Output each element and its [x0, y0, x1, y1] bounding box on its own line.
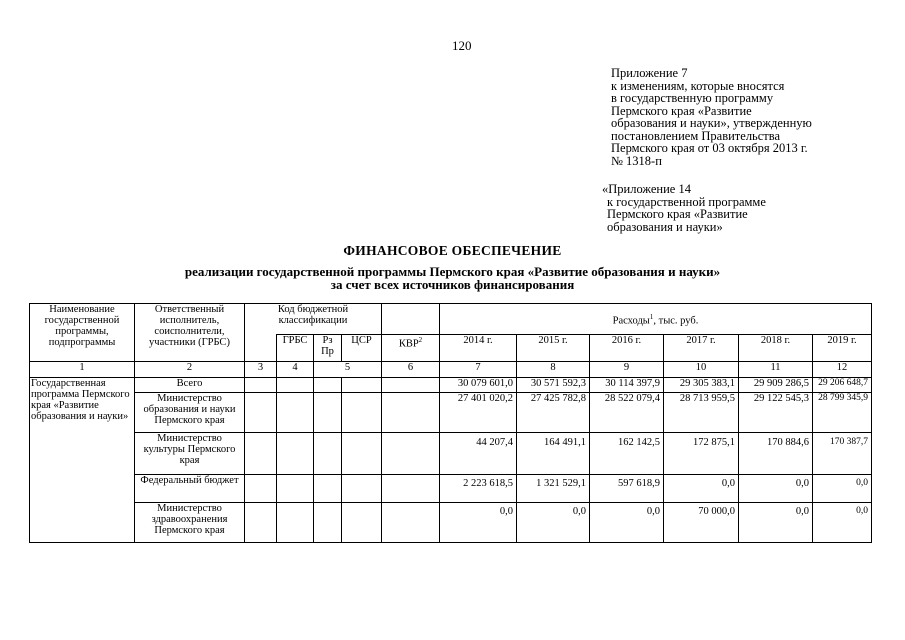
value-cell: 0,0 — [813, 475, 872, 503]
empty-cell — [342, 378, 382, 393]
expenses-unit: , тыс. руб. — [653, 315, 699, 327]
value-cell: 162 142,5 — [590, 433, 664, 475]
header-rzpr: Рз Пр — [314, 335, 342, 362]
col-number: 10 — [664, 362, 739, 378]
value-cell: 2 223 618,5 — [440, 475, 517, 503]
table-row — [30, 378, 872, 393]
header-year: 2014 г. — [440, 335, 517, 362]
empty-cell — [277, 433, 314, 475]
header-resp: Ответственный исполнитель, соисполнители, участники (ГРБС) — [135, 304, 245, 362]
header-expenses — [440, 304, 872, 335]
empty-cell — [277, 503, 314, 543]
value-cell: 0,0 — [590, 503, 664, 543]
empty-cell — [245, 393, 277, 433]
appendix-line: Пермского края от 03 октября 2013 г. — [611, 141, 808, 155]
appendix-line: образования и науки» — [607, 219, 723, 234]
header-year: 2017 г. — [664, 335, 739, 362]
value-cell: 30 079 601,0 — [440, 378, 517, 393]
value-cell: 597 618,9 — [590, 475, 664, 503]
empty-cell — [342, 475, 382, 503]
appendix-line: образования и науки», утвержденную — [611, 116, 812, 130]
empty-cell — [342, 503, 382, 543]
col-number: 6 — [382, 362, 440, 378]
table-row — [30, 475, 872, 503]
appendix-line: № 1318-п — [611, 153, 662, 168]
column-numbers-row — [30, 362, 872, 378]
resp-cell: Министерство культуры Пермского края — [135, 433, 245, 475]
value-cell: 170 884,6 — [739, 433, 813, 475]
value-cell: 44 207,4 — [440, 433, 517, 475]
appendix-line: Пермского края «Развитие — [607, 207, 748, 221]
expenses-label: Расходы — [612, 315, 650, 327]
value-cell: 0,0 — [813, 503, 872, 543]
empty-cell — [245, 475, 277, 503]
empty-cell — [342, 433, 382, 475]
value-cell: 29 206 648,7 — [813, 378, 872, 393]
appendix-line: постановлением Правительства — [611, 128, 781, 143]
value-cell: 70 000,0 — [664, 503, 739, 543]
empty-cell — [314, 475, 342, 503]
page-number: 120 — [452, 38, 472, 53]
empty-cell — [382, 393, 440, 433]
col-number: 4 — [277, 362, 314, 378]
header-csr: ЦСР — [342, 335, 382, 362]
empty-cell — [314, 393, 342, 433]
empty-cell — [245, 433, 277, 475]
header-code: Код бюджетной классификации — [245, 304, 382, 335]
header-row-1 — [30, 304, 872, 335]
value-cell: 0,0 — [440, 503, 517, 543]
col-number: 11 — [739, 362, 813, 378]
value-cell: 0,0 — [739, 503, 813, 543]
appendix-line: к изменениям, которые вносятся — [611, 78, 785, 93]
value-cell: 28 522 079,4 — [590, 393, 664, 433]
value-cell: 28 713 959,5 — [664, 393, 739, 433]
appendix-line: Пермского края «Развитие — [611, 103, 752, 118]
empty-cell — [382, 475, 440, 503]
empty-cell — [245, 503, 277, 543]
empty-cell — [277, 475, 314, 503]
header-grbs: ГРБС — [277, 335, 314, 362]
appendix-7-header — [611, 67, 812, 167]
header-year: 2016 г. — [590, 335, 664, 362]
empty-cell — [277, 393, 314, 433]
expenses-footnote: 1 — [649, 312, 654, 321]
table-row — [30, 503, 872, 543]
value-cell: 172 875,1 — [664, 433, 739, 475]
col-number: 7 — [440, 362, 517, 378]
value-cell: 164 491,1 — [517, 433, 590, 475]
document-title: ФИНАНСОВОЕ ОБЕСПЕЧЕНИЕ — [343, 243, 562, 258]
header-kvr — [382, 335, 440, 362]
empty-cell — [277, 378, 314, 393]
resp-cell: Министерство образования и науки Пермского края — [135, 393, 245, 433]
financing-table — [29, 303, 872, 543]
empty-cell — [314, 503, 342, 543]
header-spacer — [382, 304, 440, 335]
kvr-label: КВР — [398, 338, 419, 350]
value-cell: 27 425 782,8 — [517, 393, 590, 433]
value-cell: 30 571 592,3 — [517, 378, 590, 393]
value-cell: 27 401 020,2 — [440, 393, 517, 433]
header-year: 2019 г. — [813, 335, 872, 362]
appendix-line: «Приложение 14 — [602, 182, 691, 196]
value-cell: 30 114 397,9 — [590, 378, 664, 393]
empty-cell — [342, 393, 382, 433]
table-row — [30, 433, 872, 475]
document-subtitle: реализации государственной программы Пермского края «Развитие образования и науки» — [184, 264, 721, 279]
appendix-14-header — [602, 183, 766, 233]
empty-cell — [314, 378, 342, 393]
value-cell: 0,0 — [739, 475, 813, 503]
header-year: 2015 г. — [517, 335, 590, 362]
col-number: 3 — [245, 362, 277, 378]
resp-cell: Министерство здравоохранения Пермского края — [135, 503, 245, 543]
value-cell: 28 799 345,9 — [813, 393, 872, 433]
value-cell: 29 122 545,3 — [739, 393, 813, 433]
col-number: 9 — [590, 362, 664, 378]
document-subtitle-2: за счет всех источников финансирования — [330, 277, 575, 292]
empty-cell — [382, 378, 440, 393]
empty-cell — [382, 503, 440, 543]
appendix-line: к государственной программе — [607, 194, 766, 209]
empty-cell — [245, 378, 277, 393]
resp-cell: Всего — [135, 378, 245, 393]
header-year: 2018 г. — [739, 335, 813, 362]
empty-cell — [314, 433, 342, 475]
resp-cell: Федеральный бюджет — [135, 475, 245, 503]
value-cell: 0,0 — [664, 475, 739, 503]
col-number: 5 — [314, 362, 382, 378]
col-number: 2 — [135, 362, 245, 378]
table-row — [30, 393, 872, 433]
value-cell: 29 909 286,5 — [739, 378, 813, 393]
empty-cell — [382, 433, 440, 475]
header-name: Наименование государственной программы, подпрограммы — [30, 304, 135, 362]
col-number: 8 — [517, 362, 590, 378]
value-cell: 0,0 — [517, 503, 590, 543]
appendix-line: Приложение 7 — [611, 66, 688, 80]
header-blank — [245, 335, 277, 362]
kvr-footnote: 2 — [418, 336, 423, 344]
col-number: 1 — [30, 362, 135, 378]
appendix-line: в государственную программу — [611, 91, 774, 105]
value-cell: 1 321 529,1 — [517, 475, 590, 503]
program-name: Государственная программа Пермского края «Развитие образования и науки» — [30, 378, 135, 543]
col-number: 12 — [813, 362, 872, 378]
value-cell: 29 305 383,1 — [664, 378, 739, 393]
value-cell: 170 387,7 — [813, 433, 872, 475]
